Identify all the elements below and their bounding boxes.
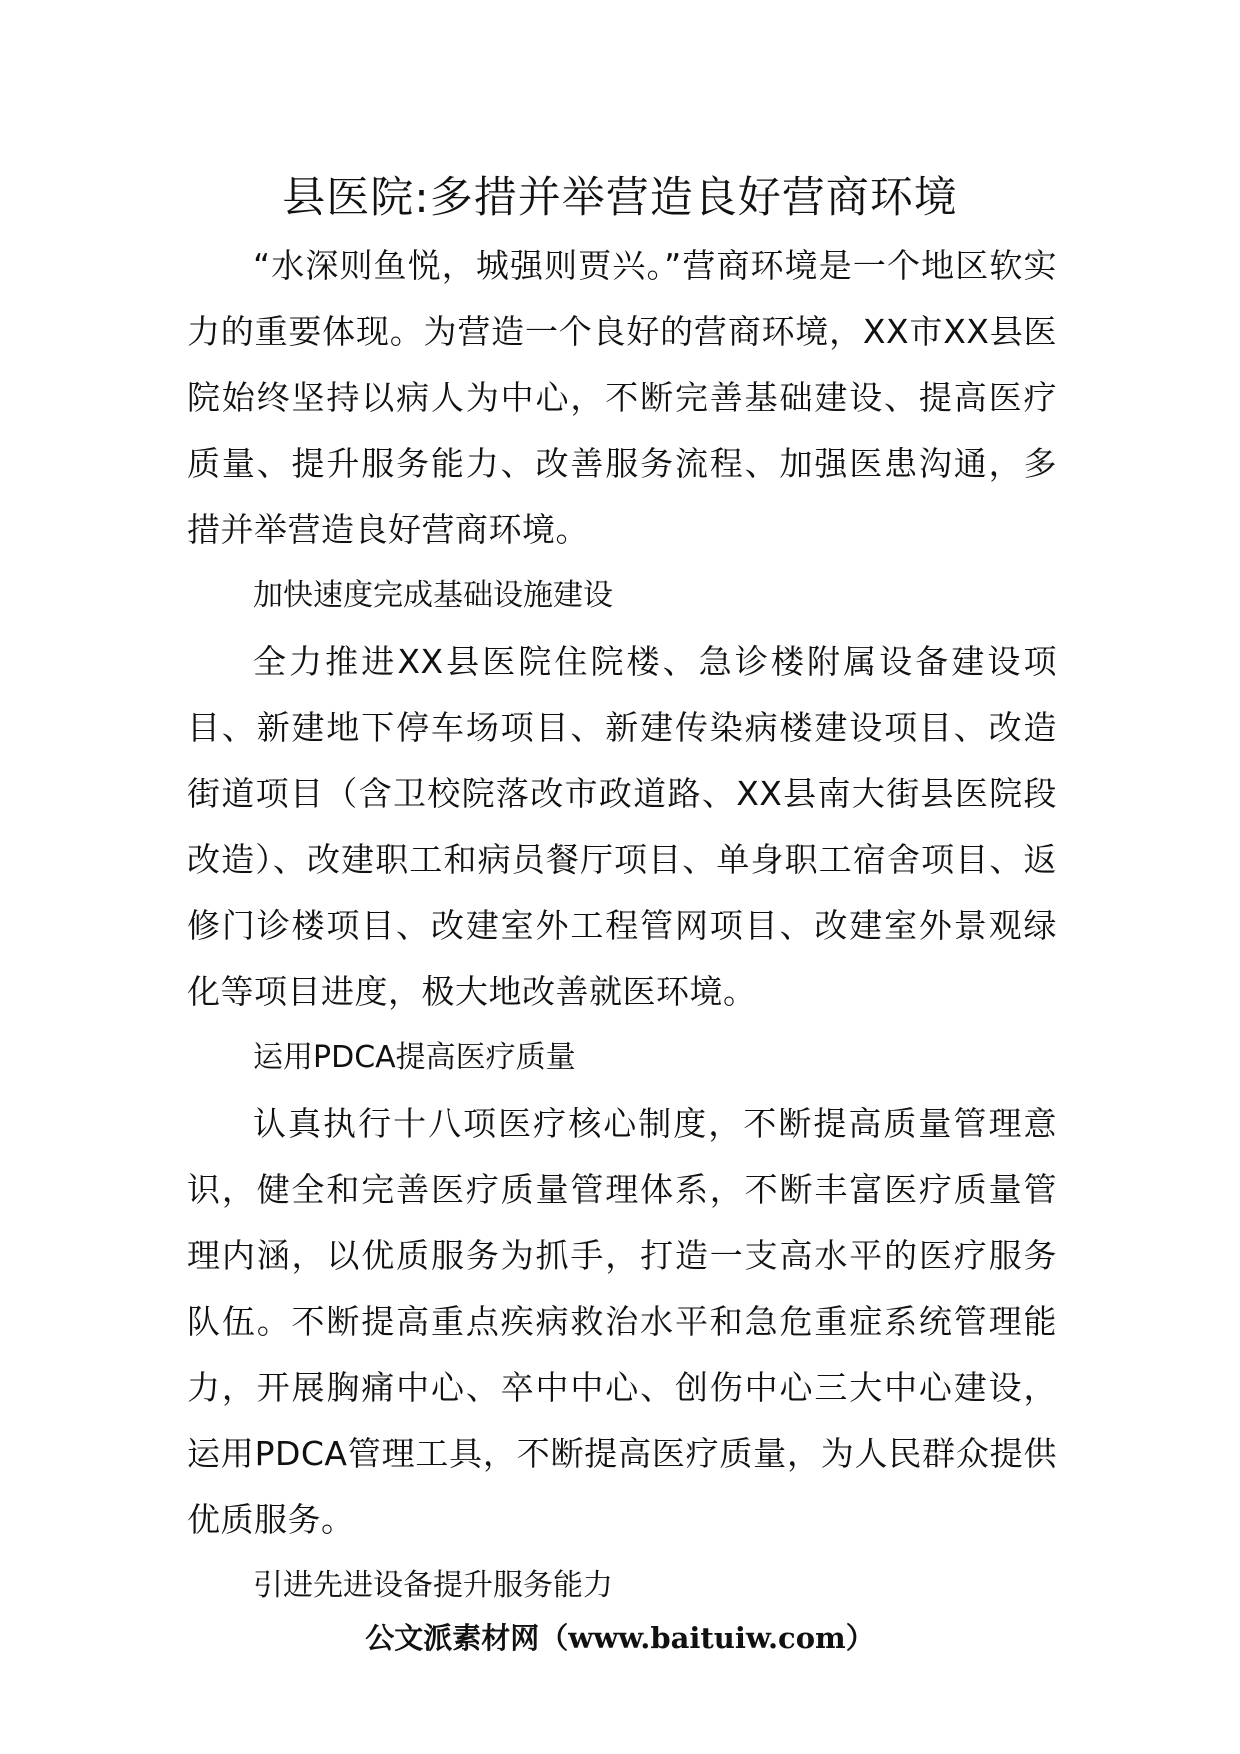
section-heading-equipment: 引进先进设备提升服务能力 bbox=[253, 1568, 613, 1603]
document-body bbox=[187, 233, 1057, 1619]
quality-paragraph: 认真执行十八项医疗核心制度，不断提高质量管理意识，健全和完善医疗质量管理体系，不断丰富医疗质量管理内涵，以优质服务为抓手，打造一支高水平的医疗服务队伍。不断提高重点疾病救治水平和急危重症系统管理能力，开展胸痛中心、卒中中心、创伤中心三大中心建设，运用PDCA管理工具，不断提高医疗质量，为人民群众提供优质服务。 bbox=[187, 1104, 1057, 1539]
section-heading-infrastructure: 加快速度完成基础设施建设 bbox=[253, 578, 613, 613]
intro-paragraph: “水深则鱼悦，城强则贾兴。”营商环境是一个地区软实力的重要体现。为营造一个良好的营商环境，XX市XX县医院始终坚持以病人为中心，不断完善基础建设、提高医疗质量、提升服务能力、改善服务流程、加强医患沟通，多措并举营造良好营商环境。 bbox=[187, 246, 1057, 549]
infrastructure-paragraph: 全力推进XX县医院住院楼、急诊楼附属设备建设项目、新建地下停车场项目、新建传染病楼建设项目、改造街道项目（含卫校院落改市政道路、XX县南大街县医院段改造）、改建职工和病员餐厅项目、单身职工宿舍项目、返修门诊楼项目、改建室外工程管网项目、改建室外景观绿化等项目进度，极大地改善就医环境。 bbox=[187, 642, 1057, 1011]
section-heading-quality: 运用PDCA提高医疗质量 bbox=[253, 1040, 576, 1075]
footer-watermark: 公文派素材网（www.baituiw.com） bbox=[365, 1621, 875, 1655]
document-title: 县医院:多措并举营造良好营商环境 bbox=[282, 173, 958, 223]
